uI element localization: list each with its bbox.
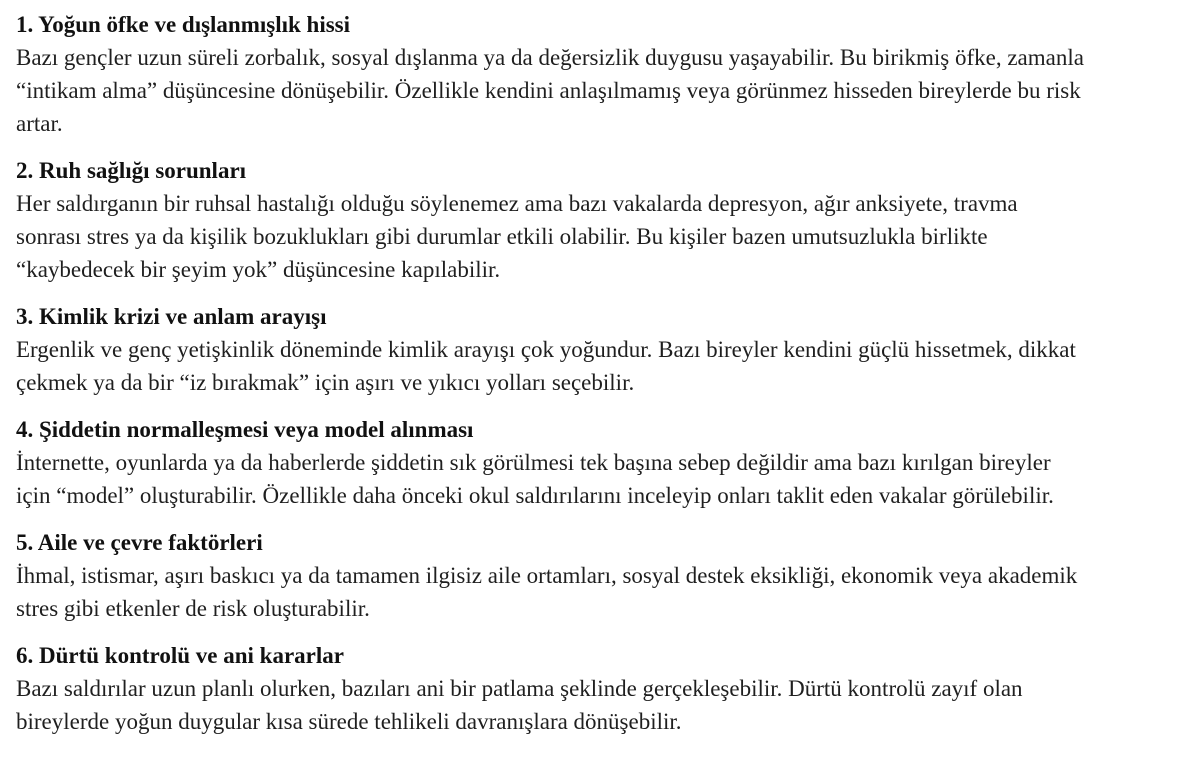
body-line: sonrası stres ya da kişilik bozuklukları gibi durumlar etkili olabilir. Bu kişiler bazen umutsuzlukla birlikte	[16, 224, 988, 249]
section-heading: 2. Ruh sağlığı sorunları	[16, 158, 247, 183]
section-heading: 3. Kimlik krizi ve anlam arayışı	[16, 304, 327, 329]
body-line: stres gibi etkenler de risk oluşturabilir.	[16, 596, 370, 621]
body-line: Bazı gençler uzun süreli zorbalık, sosyal dışlanma ya da değersizlik duygusu yaşayabilir. Bu birikmiş öfke, zamanla	[16, 45, 1084, 70]
section-body	[16, 672, 1183, 738]
body-line: çekmek ya da bir “iz bırakmak” için aşırı ve yıkıcı yolları seçebilir.	[16, 370, 635, 395]
body-line: İnternette, oyunlarda ya da haberlerde şiddetin sık görülmesi tek başına sebep değildir ama bazı kırılgan bireyler	[16, 450, 1051, 475]
body-line: İhmal, istismar, aşırı baskıcı ya da tamamen ilgisiz aile ortamları, sosyal destek eksikliği, ekonomik veya akademik	[16, 563, 1078, 588]
section-body	[16, 559, 1183, 625]
section-1	[16, 8, 1183, 140]
body-line: “kaybedecek bir şeyim yok” düşüncesine kapılabilir.	[16, 257, 501, 282]
section-6	[16, 639, 1183, 738]
section-body	[16, 446, 1183, 512]
section-body	[16, 333, 1183, 399]
body-line: Her saldırganın bir ruhsal hastalığı olduğu söylenemez ama bazı vakalarda depresyon, ağır anksiyete, travma	[16, 191, 1018, 216]
section-3	[16, 300, 1183, 399]
body-line: için “model” oluşturabilir. Özellikle daha önceki okul saldırılarını inceleyip onları taklit eden vakalar görülebilir.	[16, 483, 1054, 508]
section-heading: 5. Aile ve çevre faktörleri	[16, 530, 263, 555]
section-4	[16, 413, 1183, 512]
section-body	[16, 41, 1183, 140]
section-2	[16, 154, 1183, 286]
body-line: bireylerde yoğun duygular kısa sürede tehlikeli davranışlara dönüşebilir.	[16, 709, 682, 734]
body-line: Bazı saldırılar uzun planlı olurken, bazıları ani bir patlama şeklinde gerçekleşebilir. Dürtü kontrolü zayıf olan	[16, 676, 1023, 701]
section-heading: 6. Dürtü kontrolü ve ani kararlar	[16, 643, 344, 668]
body-line: artar.	[16, 111, 63, 136]
section-heading: 4. Şiddetin normalleşmesi veya model alınması	[16, 417, 474, 442]
section-heading: 1. Yoğun öfke ve dışlanmışlık hissi	[16, 12, 351, 37]
section-body	[16, 187, 1183, 286]
body-line: Ergenlik ve genç yetişkinlik döneminde kimlik arayışı çok yoğundur. Bazı bireyler kendini güçlü hissetmek, dikkat	[16, 337, 1076, 362]
section-5	[16, 526, 1183, 625]
body-line: “intikam alma” düşüncesine dönüşebilir. Özellikle kendini anlaşılmamış veya görünmez hisseden bireylerde bu risk	[16, 78, 1081, 103]
